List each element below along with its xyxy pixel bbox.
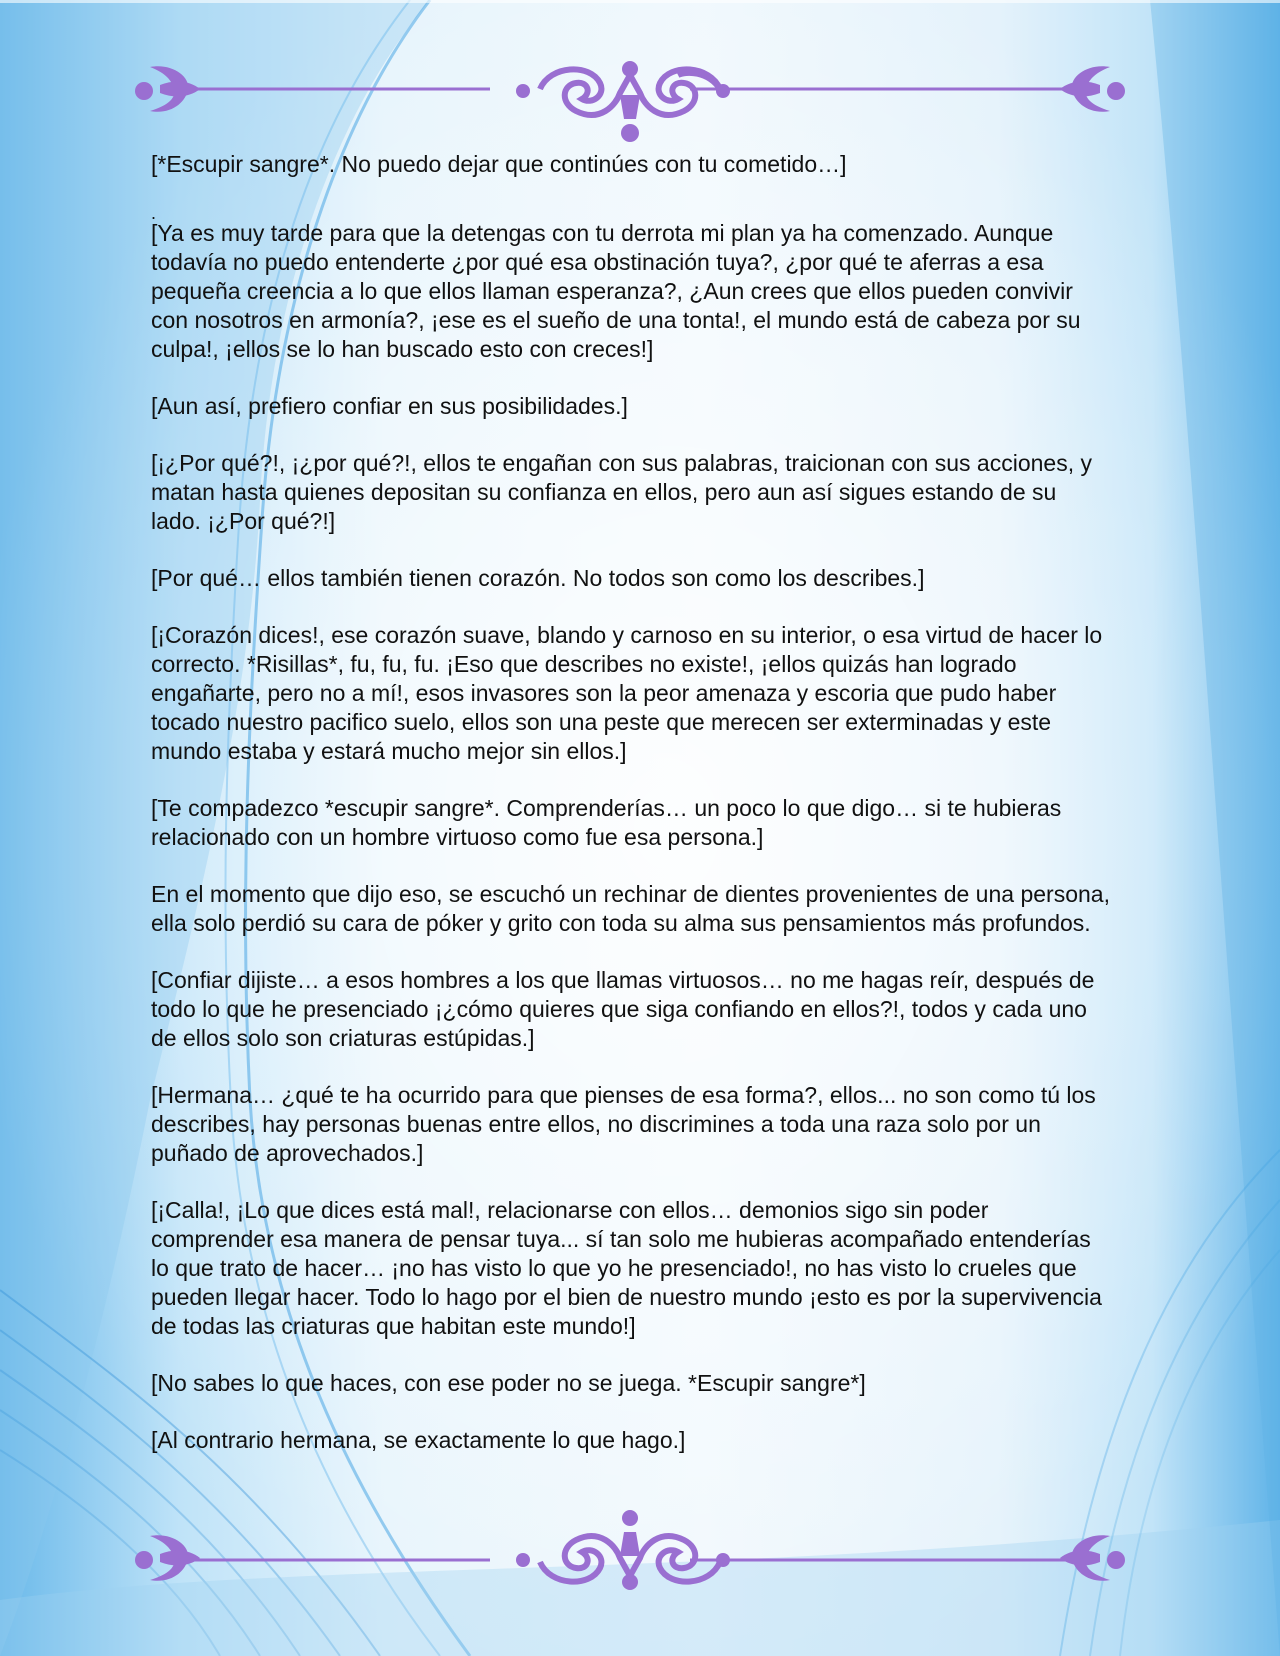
document-body (151, 150, 1111, 1483)
paragraph-11: [Hermana… ¿qué te ha ocurrido para que pienses de esa forma?, ellos... no son como tú los describes, hay personas buenas entre ellos, no discrimines a toda una raza solo por un puñado de aprovechados.] (151, 1082, 1096, 1166)
paragraph-5: [¡¿Por qué?!, ¡¿por qué?!, ellos te engañan con sus palabras, traicionan con sus acciones, y matan hasta quienes depositan su confianza en ellos, pero aun así sigues estando de su lado. ¡¿Por qué?!] (151, 450, 1092, 534)
paragraph-10: [Confiar dijiste… a esos hombres a los que llamas virtuosos… no me hagas reír, después de todo lo que he presenciado ¡¿cómo quieres que siga confiando en ellos?!, todos y cada uno de ellos solo son criaturas estúpidas.] (151, 967, 1095, 1051)
paragraph-1: [*Escupir sangre*. No puedo dejar que continúes con tu cometido…] (151, 151, 847, 177)
paragraph-6: [Por qué… ellos también tienen corazón. No todos son como los describes.] (151, 565, 925, 591)
paragraph-9: En el momento que dijo eso, se escuchó un rechinar de dientes provenientes de una persona, ella solo perdió su cara de póker y grito con toda su alma sus pensamientos más profundos. (151, 881, 1110, 936)
paragraph-7: [¡Corazón dices!, ese corazón suave, blando y carnoso en su interior, o esa virtud de hacer lo correcto. *Risillas*, fu, fu, fu. ¡Eso que describes no existe!, ¡ellos quizás han logrado engañarte, pero no a mí!, esos invasores son la peor amenaza y escoria que pudo haber tocado nuestro pacifico suelo, ellos son una peste que merecen ser exterminadas y este mundo estaba y estará mucho mejor sin ellos.] (151, 622, 1103, 764)
paragraph-2: . (151, 203, 157, 223)
paragraph-14: [Al contrario hermana, se exactamente lo que hago.] (151, 1427, 686, 1453)
paragraph-12: [¡Calla!, ¡Lo que dices está mal!, relacionarse con ellos… demonios sigo sin poder comprender esa manera de pensar tuya... sí tan solo me hubieras acompañado entenderías lo que trato de hacer… ¡no has visto lo que yo he presenciado!, no has visto lo crueles que pueden llegar hacer. Todo lo hago por el bien de nuestro mundo ¡esto es por la supervivencia de todas las criaturas que habitan este mundo!] (151, 1197, 1102, 1339)
top-ornament (130, 45, 1130, 145)
paragraph-4: [Aun así, prefiero confiar en sus posibilidades.] (151, 393, 628, 419)
paragraph-3: [Ya es muy tarde para que la detengas con tu derrota mi plan ya ha comenzado. Aunque todavía no puedo entenderte ¿por qué esa obstinación tuya?, ¿por qué te aferras a esa pequeña creencia a lo que ellos llaman esperanza?, ¿Aun crees que ellos pueden convivir con nosotros en armonía?, ¡ese es el sueño de una tonta!, el mundo está de cabeza por su culpa!, ¡ellos se lo han buscado esto con creces!] (151, 220, 1081, 362)
paragraph-8: [Te compadezco *escupir sangre*. Comprenderías… un poco lo que digo… si te hubieras relacionado con un hombre virtuoso como fue esa persona.] (151, 795, 1062, 850)
paragraph-13: [No sabes lo que haces, con ese poder no se juega. *Escupir sangre*] (151, 1370, 866, 1396)
bottom-ornament (130, 1508, 1130, 1608)
